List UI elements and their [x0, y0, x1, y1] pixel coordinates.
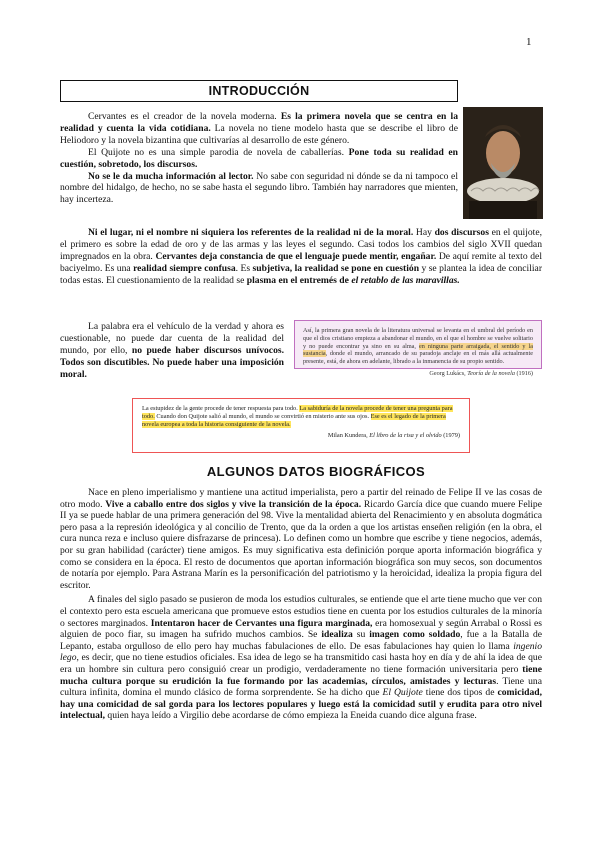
bio-paragraph-1: Nace en pleno imperialismo y mantiene una actitud imperialista, pero a partir del reinado de Felipe II ve las cosas de otro modo. Vive a caballo entre dos siglos y vive la transición de la época. Ricardo García dice que cuando muere Felipe II ya se puede hablar de una primera generación del 98. Vive la mentalidad abierta del Renacimiento y en absoluta dogmática pero pasa a la represión ideológica y al concilio de Trento, que da la orden a que los artistas enseñen religión (en la obra, el cura nunca reza e incluso quiere disfrazarse de princesa). Lo definen como un hombre que escribe y tiene negocios, además, por su gran habilidad (carácter) tiene amigos. Es muy significativa esta definición porque aporta información biográfica y como se considera en la época. El resto de documentos que aportan información biográfica son muy secos, son documentos de notaría por ejemplo. Para Astrana Marín es la personificación del patriotismo y la heroicidad, idealiza la propia figura del escritor. [60, 487, 542, 591]
cervantes-portrait [463, 107, 543, 219]
quote-lukacs-text: Así, la primera gran novela de la literatura universal se levanta en el umbral del período en que el dios cristiano empieza a abandonar el mundo, en el que el hombre se vuelve solitario y no puede encontrar ya sino en su alma, en ninguna parte arraigada, el sentido y la sustancia, donde el mundo, arrancado de su paradoja anclaje en el más allá actualmente presente, está, de ahora en adelante, librado a la inmanencia de su propio sentido. [303, 327, 533, 366]
intro-paragraph-5: La palabra era el vehículo de la verdad y ahora es cuestionable, no puede dar cuenta de la realidad del mundo, por ello, no puede haber discursos unívocos. Todos son discutibles. No puede haber una imposición moral. [60, 321, 284, 380]
section-title-introduccion: INTRODUCCIÓN [60, 80, 458, 102]
quote-kundera-author: Milan Kundera, El libro de la risa y el olvido (1979) [327, 432, 460, 439]
intro-paragraph-3: No se le da mucha información al lector. No sabe con seguridad ni dónde se da ni tampoco el nombre del hidalgo, de hecho, no se sabe hasta el segundo libro. También hay narradores que mienten, hay incerteza. [60, 170, 458, 206]
quote-lukacs-author: Georg Lukács, Teoría de la novela (1916) [429, 369, 533, 377]
section-title-datos-biograficos: ALGUNOS DATOS BIOGRÁFICOS [206, 464, 426, 479]
intro-text-block [60, 111, 458, 206]
intro-paragraph-2: El Quijote no es una simple parodia de novela de caballerías. Pone toda su realidad en cuestión, sobretodo, los discursos. [60, 146, 458, 170]
intro-paragraph-4: Ni el lugar, ni el nombre ni siquiera los referentes de la realidad ni de la moral. Hay dos discursos en el quijote, el primero es sobre la edad de oro y de las armas y las leyes el segundo. Casi todos los cambios del siglo XVII quedan impregnados en la obra. Cervantes deja constancia de que el lenguaje puede mentir, engañar. De aquí remite al texto del baciyelmo. Es una realidad siempre confusa. Es subjetiva, la realidad se pone en cuestión y se plantea la idea de conciliar todas estas. El cuestionamiento de la realidad se plasma en el entremés de el retablo de las maravillas. [60, 227, 543, 286]
bio-text-block [60, 487, 542, 722]
intro-paragraph-1: Cervantes es el creador de la novela moderna. Es la primera novela que se centra en la realidad y cuenta la vida cotidiana. La novela no tiene modelo hasta que se describe el libro de Heliodoro y la novela bizantina que cultivarías al desarrollo de este género. [60, 111, 458, 146]
intro-text-block-wide [60, 227, 542, 287]
quote-lukacs [294, 320, 542, 377]
page-number: 1 [526, 36, 532, 48]
quote-kundera [132, 398, 470, 453]
intro-text-block-left [60, 321, 284, 381]
bio-paragraph-2: A finales del siglo pasado se pusieron de moda los estudios culturales, se entiende que el arte tiene mucho que ver con el contexto pero esta escuela americana que promueve estos estudios tiene en cuenta por los estudios culturales de la minoría o sectores marginados. Intentaron hacer de Cervantes una figura marginada, era homosexual y según Arrabal o Rossi es alguien de poco fiar, su imagen ha sufrido muchos cambios. Se idealiza su imagen como soldado, fue a la Batalla de Lepanto, estaba orgulloso de ello pero hay muchas fabulaciones de ello. De esas fabulaciones hay quien lo llama ingenio lego, es decir, que no tiene estudios oficiales. Esa idea de lego se ha transmitido casi hasta hoy en día y de ahí la idea de que era un hombre sin cultura pero consiguió crear un prodigio, verdaderamente no tiene formación universitaria pero tiene mucha cultura porque su erudición la fue formando por las academias, círculos, amistades y lecturas. Tiene una cultura infinita, domina el mundo clásico de forma sorprendente. Se ha dicho que El Quijote tiene dos tipos de comicidad, hay una comicidad de sal gorda para los lectores populares y luego está la comicidad sutil y erudita para otro nivel intelectual, quien haya leído a Virgilio debe acordarse de cómo empieza la Eneida cuando dice alguna frase. [60, 594, 542, 722]
quote-kundera-text: La estupidez de la gente procede de tener respuesta para todo. La sabiduría de la novela procede de tener una pregunta para todo. Cuando don Quijote salió al mundo, el mundo se convirtió en misterio ante sus ojos. Ese es el legado de la primera novela europea a toda la historia consiguiente de la novela. [142, 405, 453, 428]
